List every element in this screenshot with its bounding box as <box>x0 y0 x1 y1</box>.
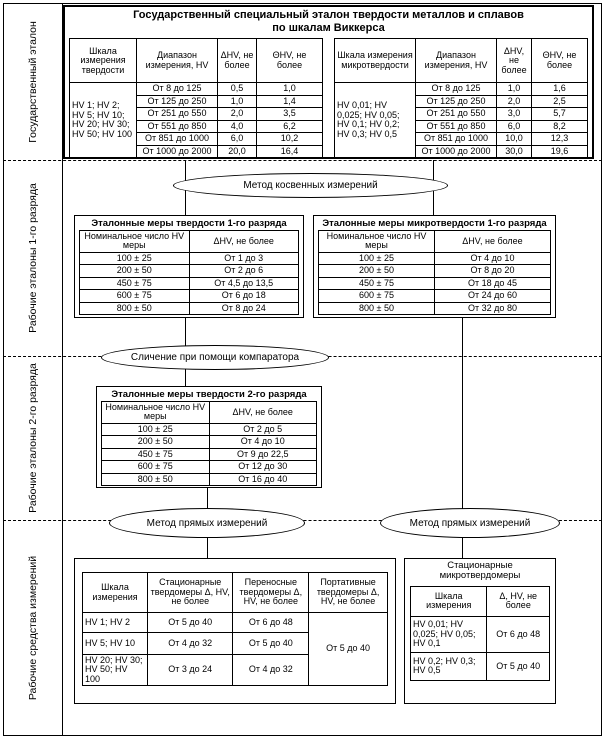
connector <box>462 538 463 558</box>
level-work1 <box>3 160 63 356</box>
separator-1 <box>3 160 602 161</box>
state-standard-box <box>63 5 594 159</box>
work1-hardness-table: Номинальное число HV меры ΔHV, не более 100 ± 25 От 1 до 3 200 ± 50 От 2 до 6 450 ± 75 От 4,5 до 13,5 600 ± 75 От 6 до 18 800 ± 50 От 8 до 24 <box>79 230 299 315</box>
tools-left-table: Шкала измерения Стационарные твердомеры Δ, HV, не более Переносные твердомеры Δ, HV, не более Портативные твердомеры Δ, HV, не более HV 1; HV 2 От 5 до 40 От 6 до 48 От 5 до 40 HV 5; HV 10 От 4 до 32 От 5 до 40 HV 20; HV 30; HV 50; HV 100 От 3 до 24 От 4 до 32 <box>82 572 388 686</box>
state-table-hardness: Шкала измерения твердости Диапазон измерения, HV ΔHV, не более ΘHV, не более HV 1; HV 2; HV 5; HV 10; HV 20; HV 30; HV 50; HV 100 От 8 до 125 0,5 1,0 От 125 до 250 1,0 1,4 От 251 до 550 2,0 3,5 От 551 до 850 4,0 6,2 От 851 до 1000 6,0 10,2 От 1000 до 2000 20,0 16,4 <box>69 38 323 158</box>
connector <box>462 318 463 510</box>
level-work2 <box>3 356 63 520</box>
tools-right-box <box>404 558 556 704</box>
level-state-label: Государственный эталон <box>26 20 39 143</box>
level-tools-label: Рабочие средства измерений <box>26 555 39 701</box>
method-direct-right: Метод прямых измерений <box>380 508 560 538</box>
work2-hardness-table: Номинальное число HV меры ΔHV, не более 100 ± 25 От 2 до 5 200 ± 50 От 4 до 10 450 ± 75 От 9 до 22,5 600 ± 75 От 12 до 30 800 ± 50 От 16 до 40 <box>101 401 317 486</box>
level-work2-label: Рабочие эталоны 2-го разряда <box>26 363 39 513</box>
method-comparator: Сличение при помощи компаратора <box>101 345 329 370</box>
state-standard-title: Государственный специальный эталон твердости металлов и сплавов по шкалам Виккерса <box>133 9 524 35</box>
work2-hardness-box <box>96 386 322 488</box>
method-indirect: Метод косвенных измерений <box>173 173 448 198</box>
level-work1-label: Рабочие эталоны 1-го разряда <box>26 183 39 333</box>
state-table-microhardness: Шкала измерения микротвердости Диапазон измерения, HV ΔHV, не более ΘHV, не более HV 0,01; HV 0,025; HV 0,05; HV 0,1; HV 0,2; HV 0,3; HV 0,5 От 8 до 125 1,0 1,6 От 125 до 250 2,0 2,5 От 251 до 550 3,0 5,7 От 551 до 850 6,0 8,2 От 851 до 1000 10,0 12,3 От 1000 до 2000 30,0 19,6 <box>334 38 588 158</box>
work2-hardness-title: Эталонные меры твердости 2-го разряда <box>111 389 307 400</box>
work1-micro-table: Номинальное число HV меры ΔHV, не более 100 ± 25 От 4 до 10 200 ± 50 От 8 до 20 450 ± 75 От 18 до 45 600 ± 75 От 24 до 60 800 ± 50 От 32 до 80 <box>318 230 551 315</box>
work1-micro-title: Эталонные меры микротвердости 1-го разряда <box>322 218 547 229</box>
tools-left-box <box>74 558 396 704</box>
level-tools <box>3 520 63 736</box>
work1-hardness-box <box>74 215 304 318</box>
work1-micro-box <box>313 215 556 318</box>
tools-right-title: Стационарные микротвердомеры <box>439 560 521 582</box>
method-direct-left: Метод прямых измерений <box>109 508 305 538</box>
level-state <box>3 3 63 160</box>
tools-right-table: Шкала измерения Δ, HV, не более HV 0,01; HV 0,025; HV 0,05; HV 0,1 От 6 до 48 HV 0,2; HV 0,3; HV 0,5 От 5 до 40 <box>410 586 550 681</box>
work1-hardness-title: Эталонные меры твердости 1-го разряда <box>91 218 287 229</box>
